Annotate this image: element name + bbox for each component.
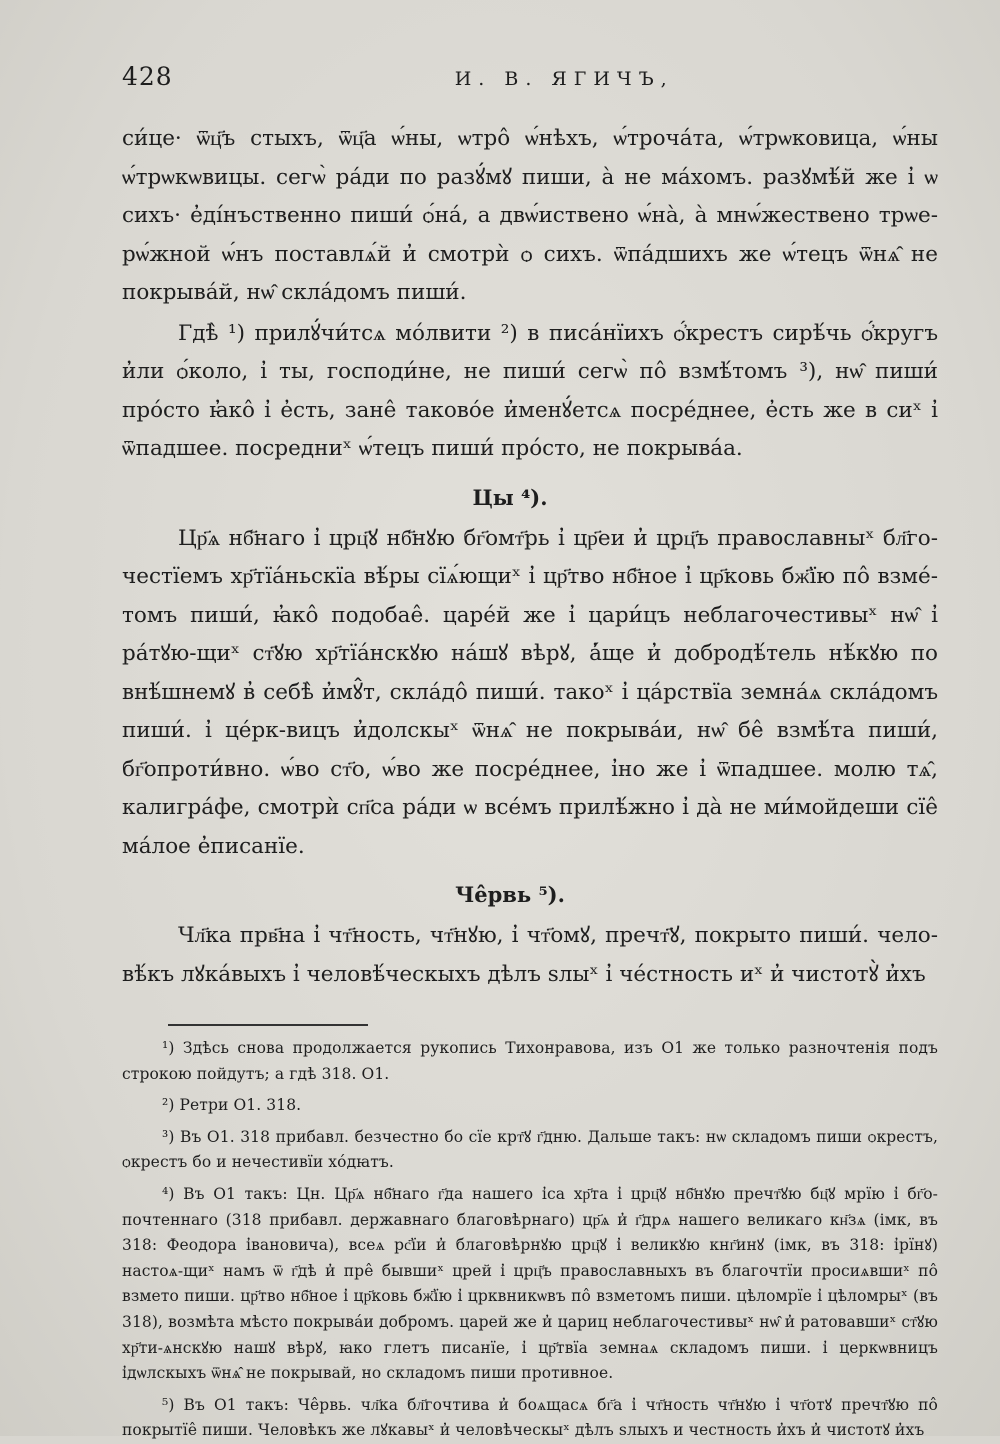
running-head: И. В. ЯГИЧЪ, <box>454 68 674 90</box>
body-text <box>122 120 938 994</box>
footnote-3: ³) Въ О1. 318 прибавл. безчестно бо сїе крт҃ꙋ г҃дню. Дальше такъ: нѡ складомъ пиши ѻкрестъ, ѻкрестъ бо и нечестивїи хо́дꙗтъ. <box>122 1127 938 1172</box>
footnote-5: ⁵) Въ О1 такъ: Че̂рвь. чл҃ка бл҃гочтива и̓ боѧщасѧ бг҃а і̓ чт҃ность чт҃нꙋю і̓ чт҃отꙋ пречт҃ꙋю по̂ покрытїе̂ пиши. Человѣкъ же лꙋкавыˣ и̓ человѣческыˣ дѣлъ ѕлыхъ и честность и̓хъ и̓ чистотꙋ и̓хъ <box>122 1395 938 1440</box>
footnote-2: ²) Ретри О1. 318. <box>162 1096 302 1115</box>
page-header <box>122 62 938 104</box>
footnote-divider <box>168 1024 368 1026</box>
footnote-4: ⁴) Въ О1 такъ: Цн. Цр҃ѧ нб҃наго г҃да нашего і̓са хр҃та і̓ црц҃ꙋ нб҃нꙋю пречт҃ꙋю бц҃ꙋ мрїю і̓ бг҃о-почтеннаго (318 прибавл. державнаго благовѣрнаго) цр҃ѧ и̓ г҃дрѧ нашего великаго кн҃зѧ (імк, въ 318: Феодора і̓вановича), всеѧ рс҃їи и̓ благовѣрнꙋю црц҃ꙋ і̓ великꙋю кнг҃инꙋ (імк, въ 318: і̓рїнꙋ) настоѧ-щиˣ намъ ѿ г҃дѣ и̓ пре̂ бывшиˣ црей і̓ црц҃ъ православныхъ въ благочтїи просиѧвшиˣ по̂ взмето пиши. цр҃тво нб҃ное і̓ цр҃ковь бж҃їю і̓ црквникѡвъ по̂ взметомъ пиши. цѣломрїе і̓ цѣломрыˣ (въ 318), возмѣта мѣсто покрывáи добромъ. царей же и̓ цариц неблагочестивыˣ нѡ̂ и̓ ратовавшиˣ ст҃ꙋю хр҃ти-ѧнскꙋю нашꙋ вѣрꙋ, ꙗко глетъ писанїе, і̓ цр҃твїа земнаѧ складомъ пиши. і̓ церкѡвницъ і̓дѡлскыхъ ѿнѧ̂ не покрывай, но складомъ пиши противное. <box>122 1184 938 1383</box>
paragraph-chervь: Чл҃ка прв҃на і̓ чт҃ность, чт҃нꙋю, і̓ чт҃омꙋ, пречт҃ꙋ, покрыто пиши́. чело-вѣ́къ лꙋка́выхъ і̓ человѣ́ческыхъ дѣлъ ѕлыˣ і̓ че́стность иˣ и̓ чистотꙋ̀ и̓хъ <box>122 923 938 987</box>
paragraph-cy: Цр҃ѧ нб҃наго і̓ црц҃ꙋ нб҃нꙋю бг҃омт҃рь і̓ цр҃еи и̓ црц҃ъ православныˣ бл҃го-честїемъ хр҃тїа́ньскїа вѣ́ры сїѧ́ющиˣ і̓ цр҃тво нб҃ное і̓ цр҃ковь бж҃їю по̂ взме́-томъ пиши́, ꙗ̓ко̂ подобае̂. царе́й же і̓ цари́цъ неблагочестивыˣ нѡ̂ і̓ рáтꙋю-щиˣ ст҃ꙋю хр҃тїа́нскꙋю на́шꙋ вѣрꙋ, а̓́ще и̓ добродѣ́тель нѣ́кꙋю по внѣ́шнемꙋ в̓ себѣ̀ и̓мꙋ̂т, склáдо̂ пиши́. такоˣ і̓ цáрствїа земнáѧ склáдомъ пиши́. і̓ цéрк-вицъ и̓долскыˣ ѿнѧ̂ не покрывáи, нѡ̂ бе̂ взмѣ́та пиши́, бг҃опроти́вно. ѡ́во ст҃о, ѡ́во же посре́днее, і̓но же і̓ ѿпадшее. молю тѧ̂, калигрáфе, смотрѝ сп҃са рáди ѡ всéмъ прилѣ́жно і̓ дà не ми́мойдеши сїе̂ мáлое е̓писанїе. <box>122 525 938 859</box>
footnotes <box>122 1036 938 1444</box>
footnote-1: ¹) Здѣсь снова продолжается рукопись Тихонравова, изъ О1 же только разночтенія подъ строкою пойдутъ; а гдѣ 318. О1. <box>122 1039 938 1083</box>
section-heading-chervь: Че̂рвь ⁵). <box>455 882 565 907</box>
paragraph-continuation: си́це· ѿц҃ъ стыхъ, ѿц҃а ѡ́ны, ѡтро̂ ѡ́нѣхъ, ѡ́трочáта, ѡ́трѡковица, ѡ́ны ѡ́трѡкѡвицы. сегѡ̀ рáди по разꙋ́мꙋ пиши, а̀ не мáхомъ. разꙋмѣ́й же і̓ ѡ сихъ· е̓ді́нъственно пиши́ ѻ́нá, а двѡ́иствено ѡ́нà, а̀ мнѡ́жествено трѡе-рѡ́жной ѡ́нъ поставлѧ́й и̓ смотрѝ ѻ сихъ. ѿпáдшихъ же ѡ́тецъ ѿнѧ̂ не покрывáй, нѡ̂ склáдомъ пиши́. <box>122 126 938 305</box>
page-number: 428 <box>122 62 173 91</box>
paragraph-gde: Гдѣ̀ ¹) прилꙋ́чи́тсѧ мо́лвити ²) в писа́нїихъ ѻ̓́крестъ сирѣ́чь ѻ̓́кругъ и̓ли ѻ́коло, і̓ ты, господи́не, не пиши́ сегѡ̀ по̂ взмѣ́томъ ³), нѡ̂ пиши́ про́сто ꙗ̓ко̂ і̓ е̓сть, зане̂ таковóе и̓менꙋ́етсѧ посре́днее, е̓сть же в сиˣ і̓ ѿпадшее. посредниˣ ѡ́тецъ пиши́ про́сто, не покрывáа. <box>122 320 938 461</box>
section-heading-cy: Цы ⁴). <box>472 484 548 510</box>
